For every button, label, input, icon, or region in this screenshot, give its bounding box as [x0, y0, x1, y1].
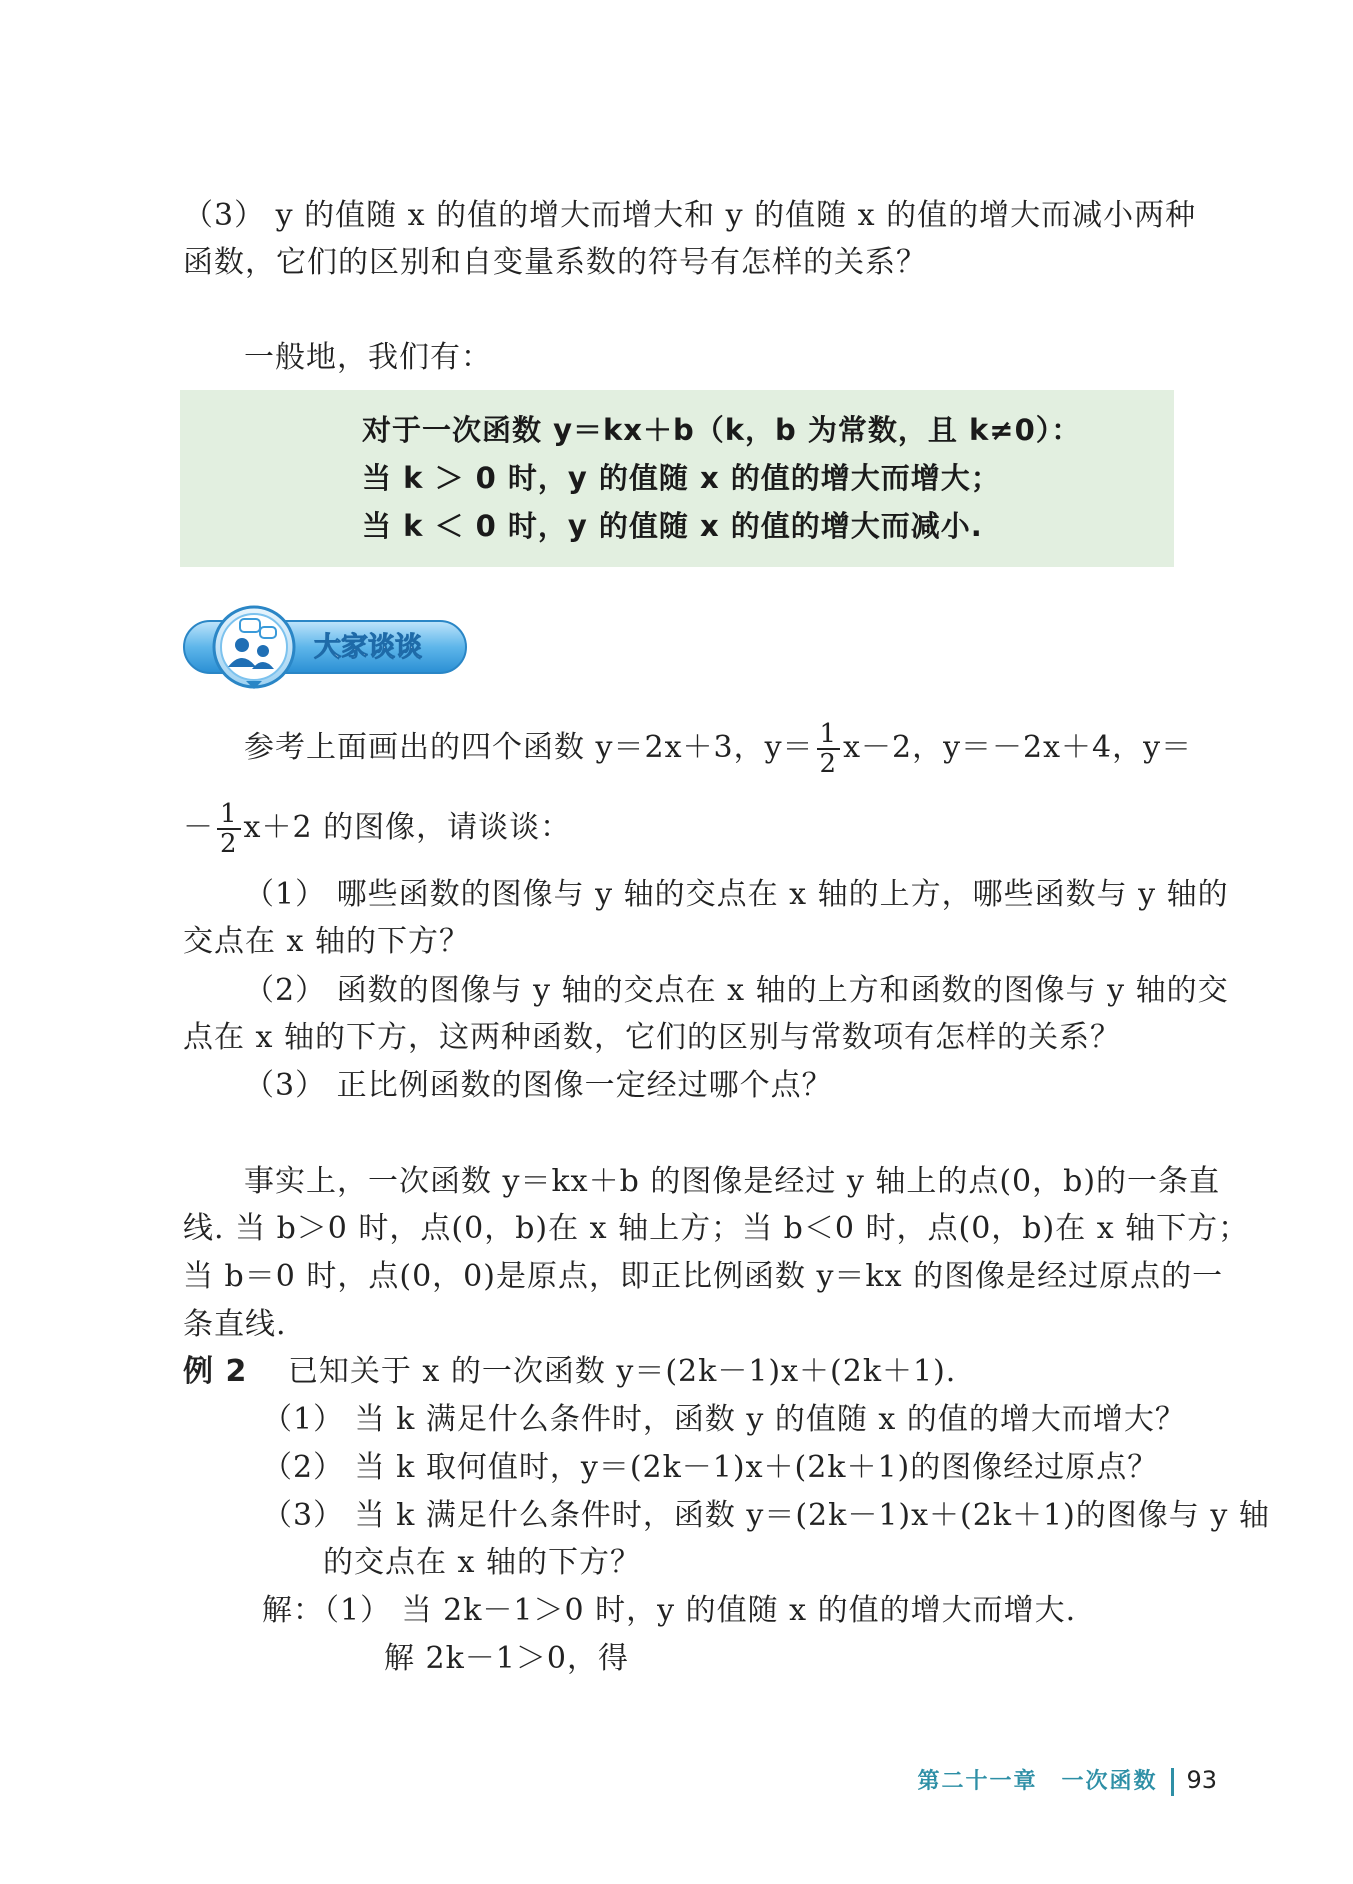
intro-text: 一般地，我们有：	[244, 340, 492, 375]
fraction-one-half: $\frac{1}{2}$	[817, 720, 841, 778]
page-number: 93	[1186, 1766, 1217, 1794]
chapter-title: 第二十一章 一次函数	[917, 1769, 1158, 1794]
example-q2: （2） 当 k 取何值时，y＝(2k－1)x＋(2k＋1)的图像经过原点？	[262, 1450, 1159, 1485]
discussion-paragraph-line1	[244, 718, 1234, 778]
discussion-p2-a: －	[183, 810, 214, 845]
solution-line2: 解 2k－1＞0，得	[384, 1641, 629, 1676]
discussion-badge-label: 大家谈谈	[314, 632, 422, 663]
example-stem: 已知关于 x 的一次函数 y＝(2k－1)x＋(2k＋1).	[287, 1354, 957, 1389]
example-q3-line1: （3） 当 k 满足什么条件时，函数 y＝(2k－1)x＋(2k＋1)的图像与 y 轴	[262, 1498, 1270, 1533]
footer-divider	[1171, 1768, 1174, 1796]
fraction-one-half-2: $\frac{1}{2}$	[217, 800, 241, 858]
example-label: 例 2	[183, 1354, 248, 1389]
example-q1: （1） 当 k 满足什么条件时，函数 y 的值随 x 的值的增大而增大？	[262, 1402, 1186, 1437]
rule-line2: 当 k ＞ 0 时，y 的值随 x 的值的增大而增大；	[362, 461, 1001, 495]
fact-line3: 当 b＝0 时，点(0，0)是原点，即正比例函数 y＝kx 的图像是经过原点的一	[183, 1259, 1224, 1294]
discussion-q3: （3） 正比例函数的图像一定经过哪个点？	[244, 1068, 833, 1103]
page-footer	[917, 1762, 1217, 1798]
fact-line4: 条直线.	[183, 1307, 287, 1342]
discussion-p1-b: x－2，y＝－2x＋4，y＝	[843, 730, 1193, 765]
fact-line2: 线. 当 b＞0 时，点(0，b)在 x 轴上方；当 b＜0 时，点(0，b)在 x 轴下方；	[183, 1211, 1250, 1246]
discussion-p2-b: x＋2 的图像，请谈谈：	[243, 810, 572, 845]
question3-line2: 函数，它们的区别和自变量系数的符号有怎样的关系？	[183, 245, 927, 280]
discussion-p1-a: 参考上面画出的四个函数 y＝2x＋3，y＝	[244, 730, 814, 765]
discussion-q1-line1: （1） 哪些函数的图像与 y 轴的交点在 x 轴的上方，哪些函数与 y 轴的	[244, 877, 1229, 912]
solution-line1: 解：（1） 当 2k－1＞0 时，y 的值随 x 的值的增大而增大.	[262, 1593, 1077, 1628]
discussion-q2-line1: （2） 函数的图像与 y 轴的交点在 x 轴的上方和函数的图像与 y 轴的交	[244, 973, 1229, 1008]
fact-line1: 事实上，一次函数 y＝kx＋b 的图像是经过 y 轴上的点(0，b)的一条直	[244, 1164, 1221, 1199]
example-header	[183, 1352, 1173, 1392]
rule-line1: 对于一次函数 y＝kx＋b（k，b 为常数，且 k≠0）：	[362, 413, 1082, 447]
example-q3-line2: 的交点在 x 轴的下方？	[323, 1545, 641, 1580]
discussion-q1-line2: 交点在 x 轴的下方？	[183, 924, 470, 959]
rule-line3: 当 k ＜ 0 时，y 的值随 x 的值的增大而减小.	[362, 509, 983, 543]
discussion-q2-line2: 点在 x 轴的下方，这两种函数，它们的区别与常数项有怎样的关系？	[183, 1020, 1121, 1055]
discussion-badge	[180, 603, 470, 689]
discussion-paragraph-line2	[183, 798, 1173, 858]
question3-line1: （3） y 的值随 x 的值的增大而增大和 y 的值随 x 的值的增大而减小两种	[183, 198, 1197, 233]
